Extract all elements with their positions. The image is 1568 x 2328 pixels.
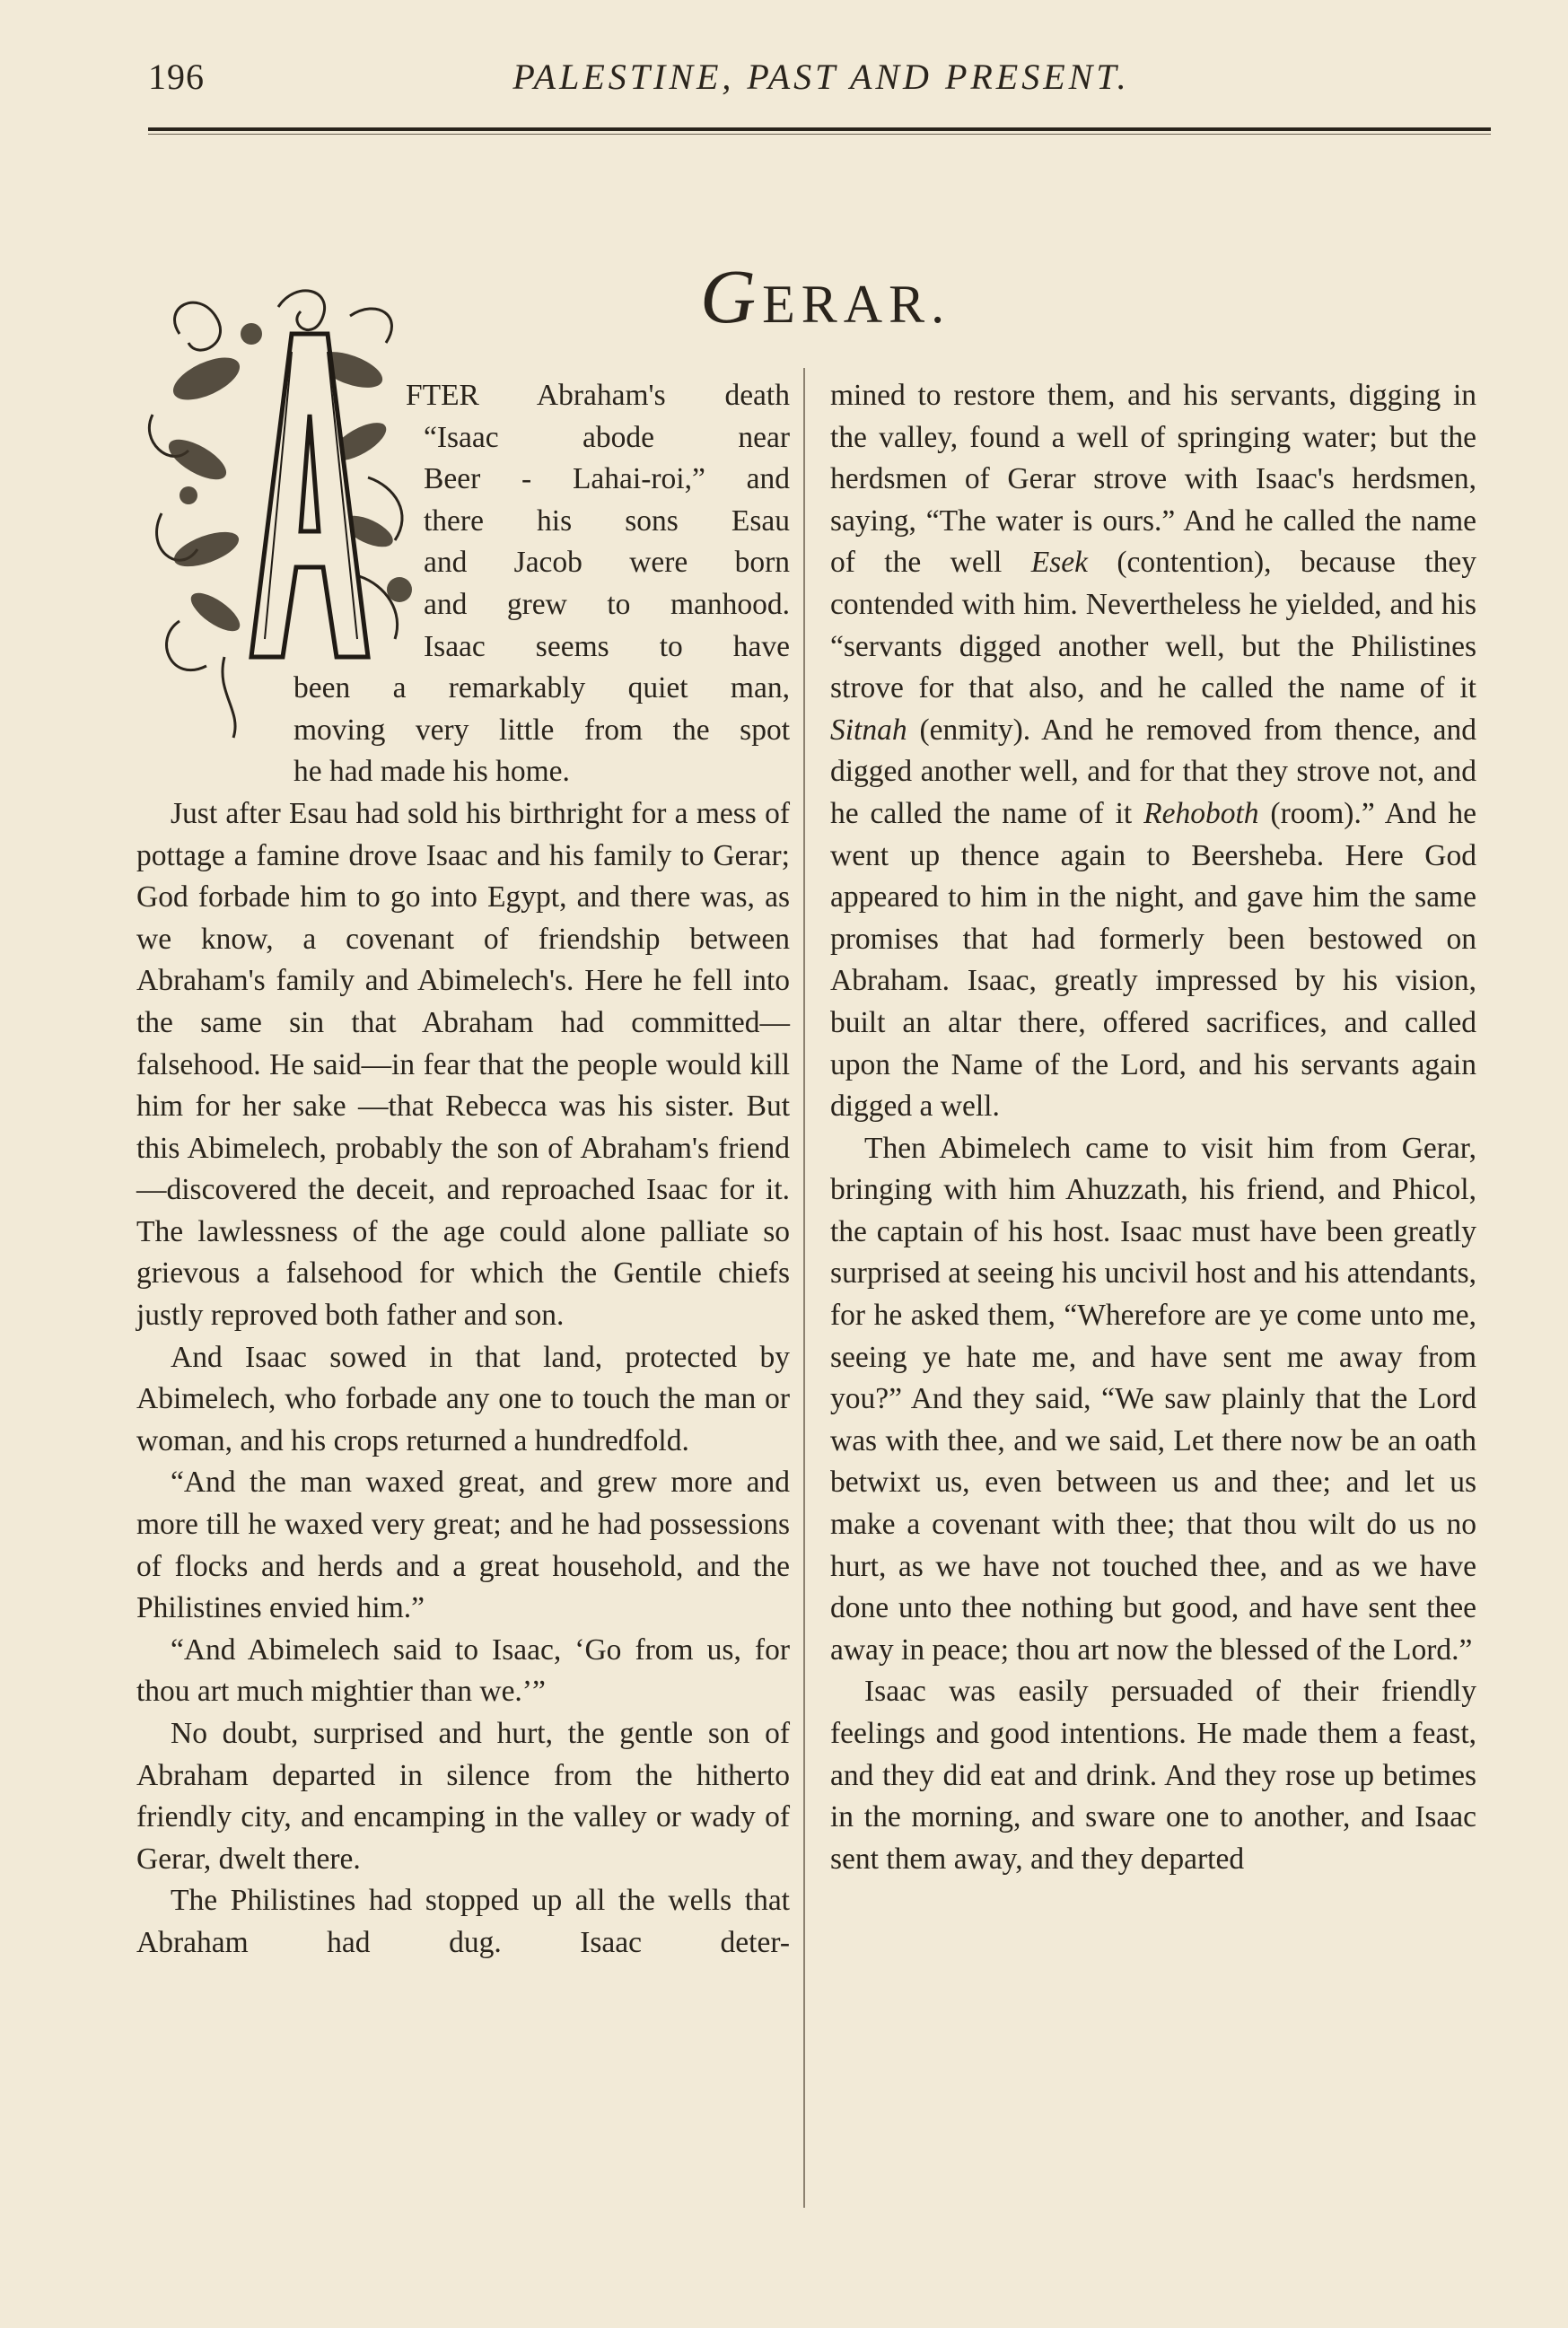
header-rule: [148, 127, 1491, 131]
opening-line: been a remarkably quiet man,: [293, 671, 790, 705]
text-run: (contention), because they contended with him. Nevertheless he yielded, and his “servants digged another well, but the Philistines strove for that also, and he called the name of it: [830, 546, 1476, 705]
paragraph: No doubt, surprised and hurt, the gentle son of Abraham departed in silence from the hitherto friendly city, and encamping in the valley or wady of Gerar, dwelt there.: [136, 1717, 790, 1876]
running-header: [148, 56, 1494, 109]
paragraph: [830, 375, 1476, 1128]
opening-line: and Jacob were born: [424, 546, 790, 580]
paragraph: Just after Esau had sold his birthright for a mess of pottage a famine drove Isaac and his family to Gerar; God forbade him to go into Egypt, and there was, as we know, a covenant of friendship between Abraham's family and Abimelech's. Here he fell into the same sin that Abraham had committed—falsehood. He said—in fear that the people would kill him for her sake —that Rebecca was his sister. But this Abimelech, probably the son of Abraham's friend—discovered the deceit, and reproached Isaac for it. The lawlessness of the age could alone palliate so grievous a falsehood for which the Gentile chiefs justly reproved both father and son.: [136, 796, 790, 1333]
opening-paragraph: [406, 375, 790, 668]
header-rule-thin: [148, 134, 1491, 135]
paragraph: Then Abimelech came to visit him from Gerar, bringing with him Ahuzzath, his friend, and Phicol, the captain of his host. Isaac must have been greatly surprised at seeing his uncivil host and his attendants, for he asked them, “Wherefore are ye come unto me, seeing ye hate me, and have sent me away from you?” And they said, “We saw plainly that the Lord was with thee, and we said, Let there now be an oath betwixt us, even between us and thee; and let us make a covenant with thee; that thou wilt do us no hurt, as we have not touched thee, and as we have done unto thee nothing but good, and have sent thee away in peace; thou art now the blessed of the Lord.”: [830, 1131, 1476, 1667]
paragraph: Isaac was easily persuaded of their friendly feelings and good intentions. He made them a feast, and they did eat and drink. And they rose up betimes in the morning, and sware one to another, and Isaac sent them away, and they departed: [830, 1675, 1476, 1876]
text-run: (enmity). And he removed from thence, and digged another well, and for that they strove not, and he called the name of it: [830, 713, 1476, 830]
quotation-paragraph: “And Abimelech said to Isaac, ‘Go from us, for thou art much mightier than we.’”: [136, 1632, 790, 1709]
opening-paragraph-cont: [293, 668, 790, 793]
right-column: [830, 375, 1476, 1880]
page-number: 196: [148, 57, 205, 97]
italic-term: Esek: [1030, 546, 1088, 580]
chapter-title: [700, 251, 950, 341]
opening-line: he had made his home.: [293, 755, 570, 789]
italic-term: Rehoboth: [1143, 796, 1259, 830]
italic-term: Sitnah: [830, 713, 907, 747]
paragraph: And Isaac sowed in that land, protected by Abimelech, who forbade any one to touch the man or woman, and his crops returned a hundredfold.: [136, 1340, 790, 1457]
opening-line: “Isaac abode near: [424, 420, 790, 454]
text-run: (room).” And he went up thence again to Beersheba. Here God appeared to him in the night, and gave him the same promises that had formerly been bestowed on Abraham. Isaac, greatly impressed by his vision, built an altar there, offered sacrifices, and called upon the Name of the Lord, and his servants again digged a well.: [830, 796, 1476, 1124]
running-title: PALESTINE, PAST AND PRESENT.: [512, 57, 1130, 97]
column-divider: [803, 368, 805, 2208]
opening-line: moving very little from the spot: [293, 713, 790, 747]
opening-line: and grew to manhood.: [424, 587, 790, 621]
left-column: [136, 375, 790, 1965]
opening-line: Beer - Lahai-roi,” and: [424, 462, 790, 496]
paragraph: The Philistines had stopped up all the wells that Abraham had dug. Isaac deter-: [136, 1884, 790, 1959]
text-run: mined to restore them, and his servants, digging in the valley, found a well of springing water; but the herdsmen of Gerar strove with Isaac's herdsmen, saying, “The water is ours.” And he called the name of the well: [830, 379, 1476, 580]
opening-line: Isaac seems to have: [424, 629, 790, 663]
chapter-title-capital: G: [700, 253, 763, 339]
opening-line: there his sons Esau: [424, 503, 790, 538]
chapter-title-rest: ERAR.: [762, 275, 951, 334]
opening-line: FTER Abraham's death: [406, 379, 790, 412]
quotation-paragraph: “And the man waxed great, and grew more and more till he waxed very great; and he had possessions of flocks and herds and a great household, and the Philistines envied him.”: [136, 1466, 790, 1625]
